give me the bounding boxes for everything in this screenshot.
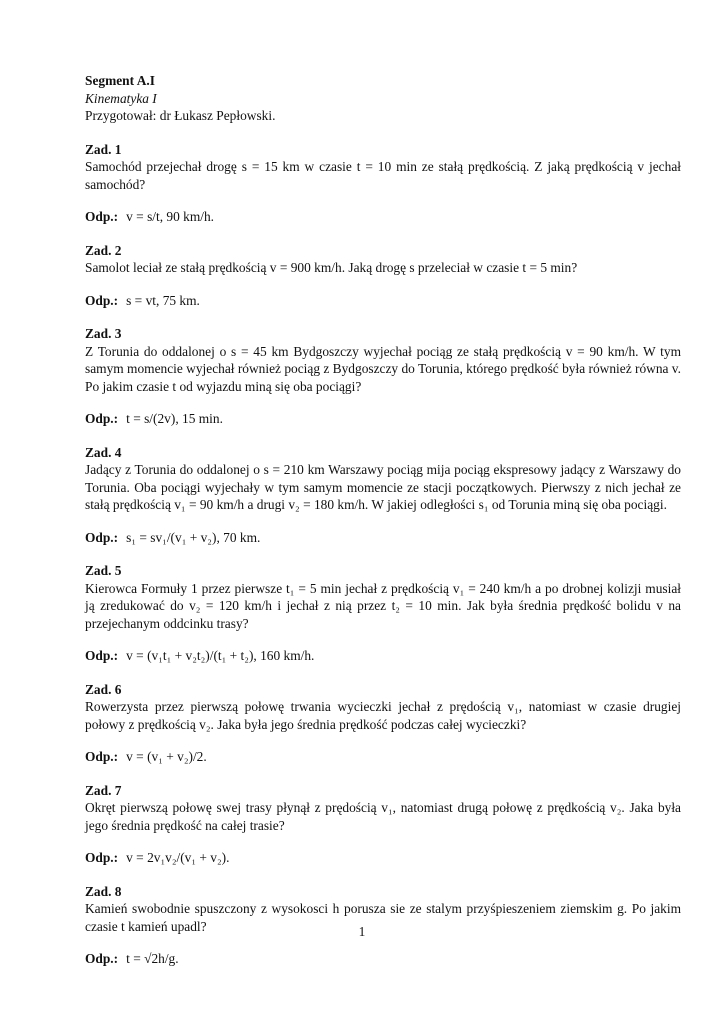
answer-text: t = s/(2v), 15 min.: [126, 411, 223, 426]
problem-text: Jadący z Torunia do oddalonej o s = 210 km Warszawy pociąg mija pociąg ekspresowy jadący z Warszawy do Torunia. Oba pociągi wyjechały w tym samym momencie ze stacji początkowych. Pierwszy z nich jechał ze stałą prędkością v₁ = 90 km/h a drugi v₂ = 180 km/h. W jakiej odległości s₁ od Torunia miną się oba pociągi.: [85, 462, 681, 512]
answer: [85, 410, 681, 428]
answer: [85, 208, 681, 226]
segment-title: Segment A.I: [85, 73, 155, 88]
problem-text: Okręt pierwszą połowę swej trasy płynął z prędością v₁, natomiast drugą połowę z prędkością v₂. Jaka była jego średnia prędkość na całej trasie?: [85, 800, 681, 833]
answer-text: s = vt, 75 km.: [126, 292, 200, 308]
answer: [85, 647, 681, 665]
page-number: 1: [358, 924, 366, 939]
problem-text: Kierowca Formuły 1 przez pierwsze t₁ = 5 min jechał z prędkością v₁ = 240 km/h a po drobnej kolizji musiał ją zredukować do v₂ = 120 km/h i jechał z nią przez t₂ = 10 min. Jak była średnia prędkość bolidu v na przejechanym oddcinku trasy?: [85, 580, 681, 631]
problem-title: Zad. 5: [85, 563, 122, 578]
answer: [85, 529, 681, 547]
answer: [85, 748, 681, 766]
problem-text: Rowerzysta przez pierwszą połowę trwania wycieczki jechał z prędością v₁, natomiast w czasie drugiej połowy z prędkością v₂. Jaka była jego średnia prędkość podczas całej wycieczki?: [85, 699, 681, 732]
document-page: [85, 72, 681, 968]
answer: [85, 950, 681, 968]
problem-2: [85, 242, 681, 310]
problem-text: Samolot leciał ze stałą prędkością v = 900 km/h. Jaką drogę s przeleciał w czasie t = 5 min?: [85, 260, 578, 275]
problem-4: [85, 444, 681, 547]
problem-6: [85, 681, 681, 766]
problem-1: [85, 141, 681, 226]
problem-title: Zad. 1: [85, 141, 122, 157]
problem-text: Samochód przejechał drogę s = 15 km w czasie t = 10 min ze stałą prędkością. Z jaką prędkością v jechał samochód?: [85, 159, 681, 192]
problem-title: Zad. 4: [85, 444, 122, 460]
problem-title: Zad. 8: [85, 883, 122, 899]
answer-label: Odp.:: [85, 209, 119, 224]
answer-text: t = √2h/g.: [126, 951, 179, 966]
problem-title: Zad. 2: [85, 242, 122, 258]
answer-label: Odp.:: [85, 529, 119, 545]
author-line: Przygotował: dr Łukasz Pepłowski.: [85, 108, 276, 123]
problem-text: Kamień swobodnie spuszczony z wysokosci h porusza sie ze stalym przyśpieszeniem ziemskim g. Po jakim czasie t kamień upadl?: [85, 901, 681, 934]
answer-label: Odp.:: [85, 411, 119, 426]
problem-5: [85, 562, 681, 665]
problem-3: [85, 325, 681, 428]
problem-7: [85, 782, 681, 867]
answer: [85, 849, 681, 867]
answer-text: v = s/t, 90 km/h.: [126, 209, 215, 224]
answer-text: v = 2v₁v₂/(v₁ + v₂).: [126, 850, 230, 865]
topic-subtitle: Kinematyka I: [85, 90, 157, 106]
problem-title: Zad. 3: [85, 326, 122, 341]
answer-text: s₁ = sv₁/(v₁ + v₂), 70 km.: [126, 529, 261, 545]
answer-text: v = (v₁t₁ + v₂t₂)/(t₁ + t₂), 160 km/h.: [126, 648, 315, 663]
answer-text: v = (v₁ + v₂)/2.: [126, 749, 207, 764]
header: [85, 72, 681, 125]
answer: [85, 292, 681, 310]
answer-label: Odp.:: [85, 749, 119, 764]
answer-label: Odp.:: [85, 951, 119, 966]
problem-title: Zad. 7: [85, 782, 122, 798]
problem-text: Z Torunia do oddalonej o s = 45 km Bydgoszczy wyjechał pociąg ze stałą prędkością v = 90 km/h. W tym samym momencie wyjechał również pociąg z Bydgoszczy do Torunia, którego prędkość była również równa v. Po jakim czasie t od wyjazdu miną się oba pociągi?: [85, 343, 681, 394]
answer-label: Odp.:: [85, 292, 119, 308]
answer-label: Odp.:: [85, 648, 119, 663]
answer-label: Odp.:: [85, 850, 119, 865]
problem-title: Zad. 6: [85, 681, 122, 697]
